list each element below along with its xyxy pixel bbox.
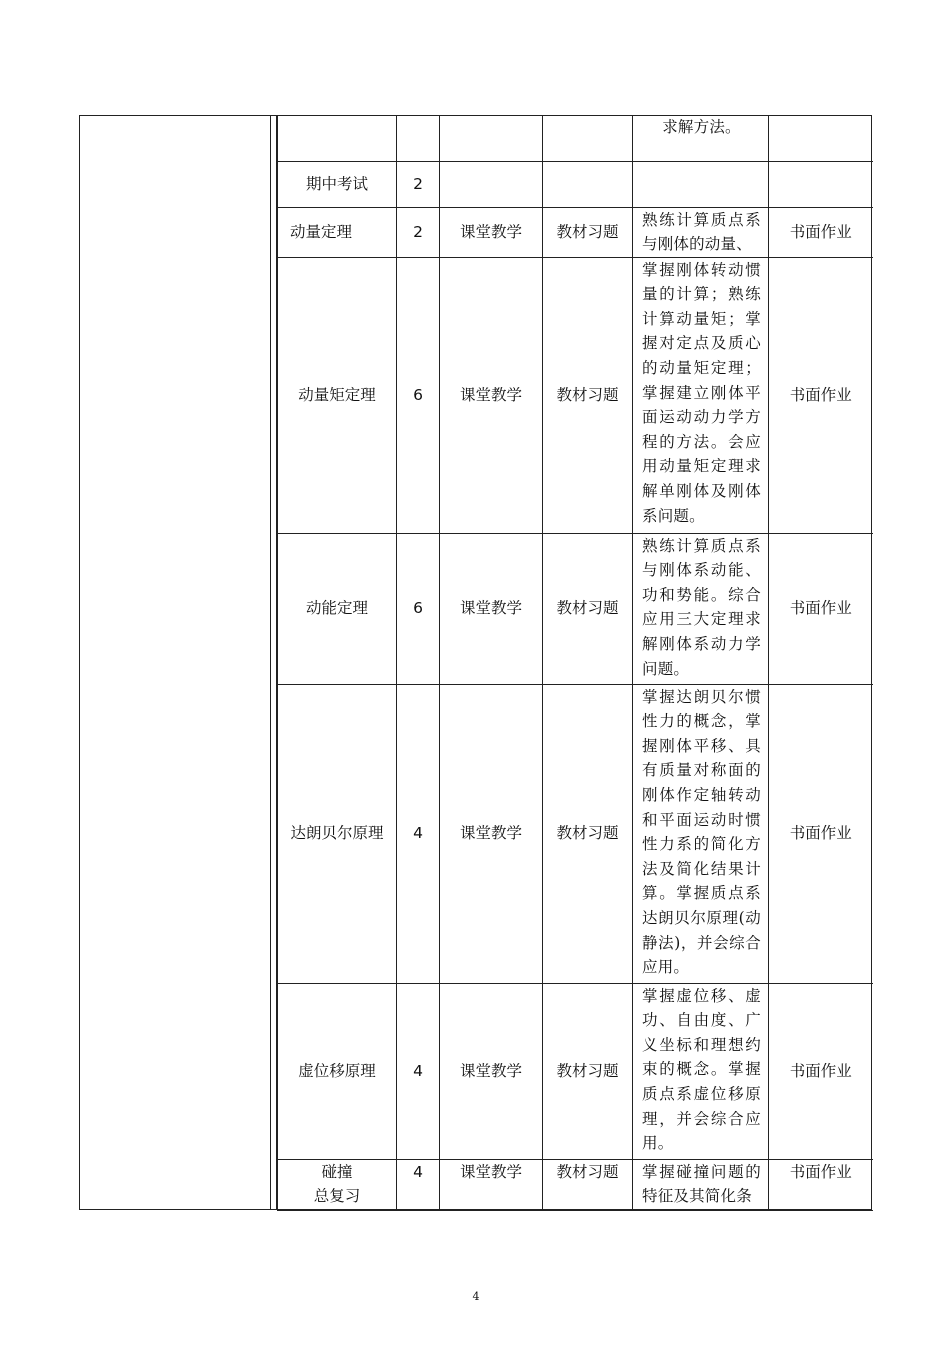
schedule-table [277, 115, 873, 1211]
hours-cell [397, 115, 440, 161]
hours-cell: 2 [397, 207, 440, 257]
method-cell: 课堂教学 [440, 207, 543, 257]
table-row [278, 161, 873, 207]
practice-cell: 教材习题 [543, 983, 633, 1159]
topic-cell: 动量矩定理 [278, 257, 397, 533]
assessment-cell [769, 115, 873, 161]
assessment-cell: 书面作业 [769, 257, 873, 533]
table-row [278, 684, 873, 983]
hours-cell: 4 [397, 684, 440, 983]
practice-cell: 教材习题 [543, 1159, 633, 1210]
practice-cell: 教材习题 [543, 533, 633, 684]
goal-cell: 掌握碰撞问题的特征及其简化条 [633, 1159, 769, 1210]
goal-cell: 求解方法。 [633, 115, 769, 161]
left-merged-cell [79, 115, 271, 1210]
method-cell: 课堂教学 [440, 983, 543, 1159]
assessment-cell: 书面作业 [769, 1159, 873, 1210]
hours-cell: 6 [397, 533, 440, 684]
assessment-cell: 书面作业 [769, 684, 873, 983]
assessment-cell: 书面作业 [769, 207, 873, 257]
goal-cell: 掌握虚位移、虚功、自由度、广义坐标和理想约束的概念。掌握质点系虚位移原理，并会综合应用。 [633, 983, 769, 1159]
table-row [278, 257, 873, 533]
topic-cell [278, 115, 397, 161]
goal-cell: 掌握达朗贝尔惯性力的概念，掌握刚体平移、具有质量对称面的刚体作定轴转动和平面运动时惯性力系的简化方法及简化结果计算。掌握质点系达朗贝尔原理(动静法)，并会综合应用。 [633, 684, 769, 983]
goal-cell [633, 161, 769, 207]
practice-cell: 教材习题 [543, 684, 633, 983]
table-row [278, 1159, 873, 1210]
method-cell: 课堂教学 [440, 257, 543, 533]
practice-cell: 教材习题 [543, 257, 633, 533]
table-row [278, 207, 873, 257]
method-cell: 课堂教学 [440, 533, 543, 684]
table-row [278, 115, 873, 161]
topic-cell: 达朗贝尔原理 [278, 684, 397, 983]
practice-cell [543, 161, 633, 207]
assessment-cell: 书面作业 [769, 983, 873, 1159]
topic-cell: 虚位移原理 [278, 983, 397, 1159]
method-cell: 课堂教学 [440, 684, 543, 983]
topic-cell: 碰撞 总复习 [278, 1159, 397, 1210]
goal-cell: 熟练计算质点系与刚体系动能、功和势能。综合应用三大定理求解刚体系动力学问题。 [633, 533, 769, 684]
method-cell [440, 161, 543, 207]
topic-cell: 期中考试 [278, 161, 397, 207]
practice-cell [543, 115, 633, 161]
method-cell [440, 115, 543, 161]
goal-cell: 熟练计算质点系与刚体的动量、 [633, 207, 769, 257]
goal-cell: 掌握刚体转动惯量的计算；熟练计算动量矩；掌握对定点及质心的动量矩定理；掌握建立刚体平面运动动力学方程的方法。会应用动量矩定理求解单刚体及刚体系问题。 [633, 257, 769, 533]
hours-cell: 4 [397, 1159, 440, 1210]
table-row [278, 533, 873, 684]
assessment-cell [769, 161, 873, 207]
hours-cell: 4 [397, 983, 440, 1159]
topic-cell: 动量定理 [278, 207, 397, 257]
method-cell: 课堂教学 [440, 1159, 543, 1210]
table-row [278, 983, 873, 1159]
topic-cell: 动能定理 [278, 533, 397, 684]
page-number: 4 [472, 1290, 480, 1303]
hours-cell: 6 [397, 257, 440, 533]
practice-cell: 教材习题 [543, 207, 633, 257]
hours-cell: 2 [397, 161, 440, 207]
assessment-cell: 书面作业 [769, 533, 873, 684]
